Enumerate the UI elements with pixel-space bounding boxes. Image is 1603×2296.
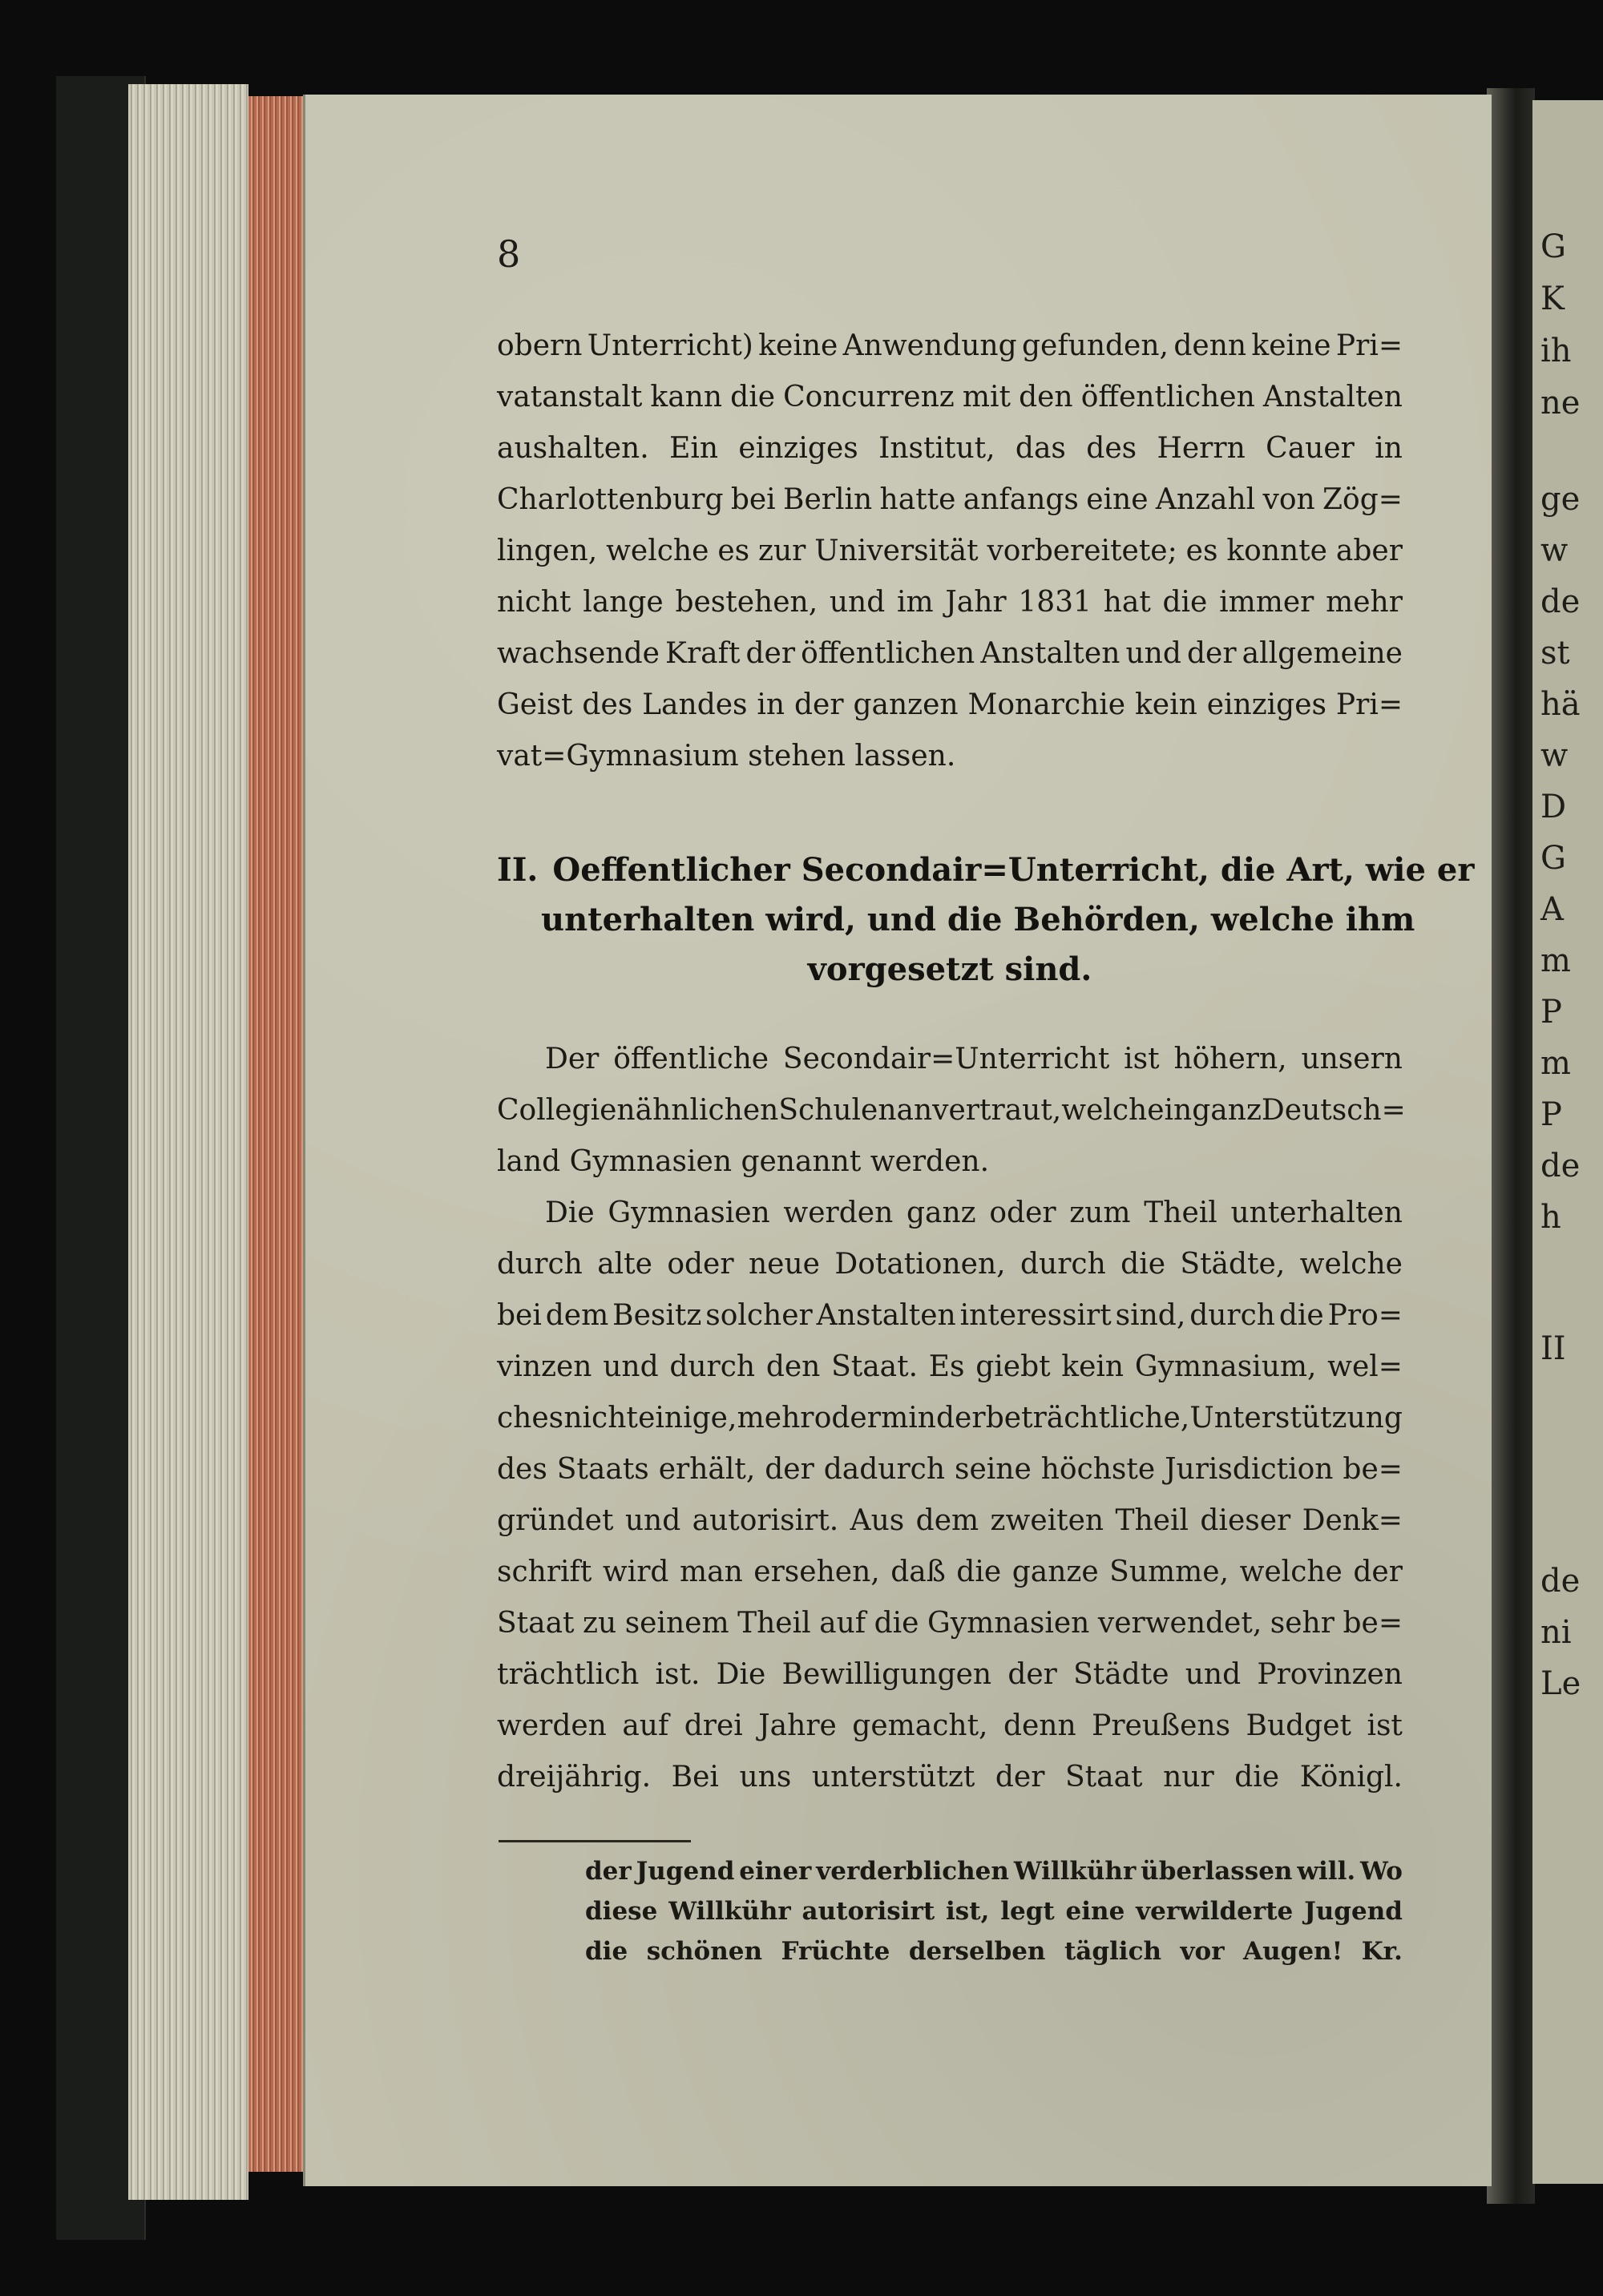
paragraph1-line: vat=Gymnasium stehen lassen. (497, 740, 956, 773)
page-stack (128, 84, 248, 2200)
facing-page-fragment: st (1540, 635, 1570, 672)
facing-page-fragment: w (1540, 532, 1569, 569)
section-number: II. (497, 851, 539, 889)
facing-page-fragment: II (1540, 1330, 1566, 1367)
facing-page-fragment: G (1540, 840, 1566, 877)
section-heading (497, 845, 1475, 995)
facing-page-fragment: m (1540, 1045, 1571, 1082)
heading-line-2: unterhalten wird, und die Behörden, welche ihm (541, 901, 1415, 938)
paragraph3-line: werden auf drei Jahre gemacht, denn Preußens Budget ist (497, 1709, 1403, 1742)
facing-page-fragment: A (1540, 891, 1564, 928)
facing-page-fragment: D (1540, 789, 1567, 825)
footnote-rule (499, 1840, 691, 1842)
paragraph1-line: nicht lange bestehen, und im Jahr 1831 hat die immer mehr (497, 586, 1403, 619)
facing-page-fragment: ni (1540, 1614, 1572, 1651)
red-page-edges (248, 96, 309, 2172)
paragraph3-line: ches nicht einige, mehr oder minder beträchtliche, Unterstützung (497, 1402, 1403, 1434)
paragraph-2-3 (497, 1034, 1406, 1803)
paragraph1-line: Charlottenburg bei Berlin hatte anfangs eine Anzahl von Zög= (497, 483, 1403, 516)
paragraph1-line: Geist des Landes in der ganzen Monarchie kein einziges Pri= (497, 688, 1403, 721)
paragraph1-line: vatanstalt kann die Concurrenz mit den öffentlichen Anstalten (497, 381, 1403, 414)
facing-page-fragment: K (1540, 280, 1565, 317)
paragraph2-line: Collegien ähnlichen Schulen anvertraut, welche in ganz Deutsch= (497, 1094, 1406, 1127)
footnote-line: der Jugend einer verderblichen Willkühr überlassen will. Wo (585, 1857, 1403, 1886)
paragraph3-line: bei dem Besitz solcher Anstalten interessirt sind, durch die Pro= (497, 1299, 1403, 1332)
footnote (585, 1851, 1403, 1971)
paragraph3-line: dreijährig. Bei uns unterstützt der Staat nur die Königl. (497, 1761, 1403, 1794)
facing-page-fragment: P (1540, 994, 1562, 1031)
paragraph1-line: aushalten. Ein einziges Institut, das des Herrn Cauer in (497, 432, 1403, 465)
facing-page-fragment: Le (1540, 1665, 1581, 1702)
facing-page-fragment: m (1540, 942, 1571, 979)
facing-page-fragment: de (1540, 1148, 1581, 1184)
paragraph3-line: Staat zu seinem Theil auf die Gymnasien verwendet, sehr be= (497, 1607, 1403, 1640)
facing-page-fragment: ih (1540, 333, 1572, 369)
paragraph3-line: trächtlich ist. Die Bewilligungen der Städte und Provinzen (497, 1658, 1403, 1691)
heading-line-3: vorgesetzt sind. (807, 950, 1092, 988)
facing-page-fragment: h (1540, 1199, 1561, 1236)
facing-page-fragment: w (1540, 737, 1569, 774)
facing-page (1532, 100, 1603, 2184)
paragraph2-line: land Gymnasien genannt werden. (497, 1145, 990, 1178)
facing-page-fragment: ge (1540, 481, 1581, 518)
facing-page-fragment: de (1540, 1563, 1581, 1600)
paragraph1-line: obern Unterricht) keine Anwendung gefunden, denn keine Pri= (497, 329, 1403, 362)
footnote-line: diese Willkühr autorisirt ist, legt eine verwilderte Jugend (585, 1897, 1403, 1926)
paragraph3-line: durch alte oder neue Dotationen, durch die Städte, welche (497, 1248, 1403, 1281)
facing-page-fragment: hä (1540, 686, 1581, 723)
heading-line-1: II. Oeffentlicher Secondair=Unterricht, die Art, wie er (497, 851, 1475, 889)
paragraph1-line: lingen, welche es zur Universität vorbereitete; es konnte aber (497, 535, 1403, 567)
paragraph2-line: Der öffentliche Secondair=Unterricht ist höhern, unsern (545, 1043, 1403, 1075)
paragraph1-line: wachsende Kraft der öffentlichen Anstalten und der allgemeine (497, 637, 1403, 670)
facing-page-fragment: G (1540, 228, 1566, 265)
facing-page-fragment: ne (1540, 385, 1581, 422)
facing-page-fragment: de (1540, 583, 1581, 620)
paragraph3-line: Die Gymnasien werden ganz oder zum Theil unterhalten (545, 1196, 1403, 1229)
paragraph3-line: vinzen und durch den Staat. Es giebt kein Gymnasium, wel= (497, 1350, 1403, 1383)
page-number: 8 (497, 232, 521, 276)
paragraph3-line: gründet und autorisirt. Aus dem zweiten Theil dieser Denk= (497, 1504, 1403, 1537)
facing-page-fragment: P (1540, 1096, 1562, 1133)
paragraph3-line: schrift wird man ersehen, daß die ganze Summe, welche der (497, 1556, 1403, 1588)
footnote-line: die schönen Früchte derselben täglich vor Augen! Kr. (585, 1937, 1403, 1966)
paragraph3-line: des Staats erhält, der dadurch seine höchste Jurisdiction be= (497, 1453, 1403, 1486)
paragraph-1 (497, 321, 1403, 782)
book-gutter (1487, 88, 1535, 2204)
